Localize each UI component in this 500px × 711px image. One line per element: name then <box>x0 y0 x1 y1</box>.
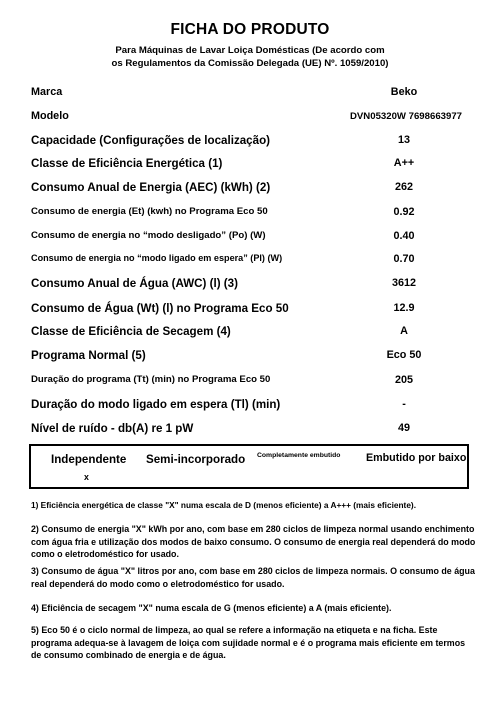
installation-independente: Independente <box>51 453 127 466</box>
installation-semi-incorporado: Semi-incorporado <box>146 453 246 466</box>
spec-label: Consumo Anual de Energia (AEC) (kWh) (2) <box>31 181 271 194</box>
spec-value: 13 <box>397 134 410 146</box>
spec-label: Marca <box>31 86 63 98</box>
spec-value: 0.40 <box>393 230 415 242</box>
footnote-3: 3) Consumo de água "X" litros por ano, com base em 280 ciclos de limpeza normais. O consumo de água real dependerá do modo como o eletrodoméstico for usado. <box>31 566 475 589</box>
spec-value: DVN05320W 7698663977 <box>349 111 462 122</box>
spec-value: 0.92 <box>393 206 415 218</box>
spec-value: 0.70 <box>393 253 415 265</box>
spec-label: Capacidade (Configurações de localização) <box>31 134 271 147</box>
spec-label: Consumo de energia (Et) (kwh) no Programa Eco 50 <box>31 206 268 217</box>
spec-label: Classe de Eficiência de Secagem (4) <box>31 325 231 338</box>
footnotes <box>31 0 476 711</box>
spec-value: Eco 50 <box>386 349 422 361</box>
subtitle-line-1: Para Máquinas de Lavar Loiça Domésticas (De acordo com <box>115 45 385 56</box>
spec-value: Beko <box>390 86 418 98</box>
spec-value: 3612 <box>391 277 417 289</box>
spec-label: Duração do modo ligado em espera (Tl) (min) <box>31 398 281 411</box>
spec-value: - <box>402 398 406 410</box>
spec-label: Consumo de Água (Wt) (l) no Programa Eco 50 <box>31 302 289 315</box>
spec-value: 49 <box>397 422 410 434</box>
spec-value: A++ <box>393 157 415 169</box>
spec-value: 205 <box>394 374 413 386</box>
spec-label: Programa Normal (5) <box>31 349 146 362</box>
spec-label: Duração do programa (Tt) (min) no Programa Eco 50 <box>31 374 271 385</box>
spec-value: A <box>400 325 408 337</box>
subtitle-line-2: os Regulamentos da Comissão Delegada (UE) Nº. 1059/2010) <box>111 58 389 69</box>
footnote-4: 4) Eficiência de secagem "X" numa escala de G (menos eficiente) a A (mais eficiente). <box>31 603 392 613</box>
spec-label: Nível de ruído - db(A) re 1 pW <box>31 422 194 435</box>
spec-label: Classe de Eficiência Energética (1) <box>31 157 223 170</box>
spec-label: Modelo <box>31 110 69 122</box>
page-title: FICHA DO PRODUTO <box>170 21 330 38</box>
spec-label: Consumo de energia no “modo desligado” (Po) (W) <box>31 230 266 241</box>
footnote-1: 1) Eficiência energética de classe "X" numa escala de D (menos eficiente) a A+++ (mais eficiente). <box>31 500 417 510</box>
spec-value: 262 <box>394 181 413 193</box>
spec-value: 12.9 <box>393 302 415 314</box>
installation-selected-marker: x <box>84 472 89 482</box>
installation-embutido-por-baixo: Embutido por baixo <box>366 452 467 464</box>
installation-completamente-embutido: Completamente embutido <box>257 452 341 459</box>
footnote-5: 5) Eco 50 é o ciclo normal de limpeza, ao qual se refere a informação na etiqueta e na ficha. Este programa adequa-se à lavagem de loiça com sujidade normal e é o programa mais eficiente em termos de consumo combinado de energia e de água. <box>31 625 466 661</box>
spec-label: Consumo Anual de Água (AWC) (l) (3) <box>31 277 238 290</box>
footnote-2: 2) Consumo de energia "X" kWh por ano, com base em 280 ciclos de limpeza normal usando enchimento com água fria e utilização dos modos de baixo consumo. O consumo de energia real dependerá do modo como o eletrodoméstico for usado. <box>31 524 476 560</box>
spec-label: Consumo de energia no “modo ligado em espera” (Pl) (W) <box>31 253 283 263</box>
